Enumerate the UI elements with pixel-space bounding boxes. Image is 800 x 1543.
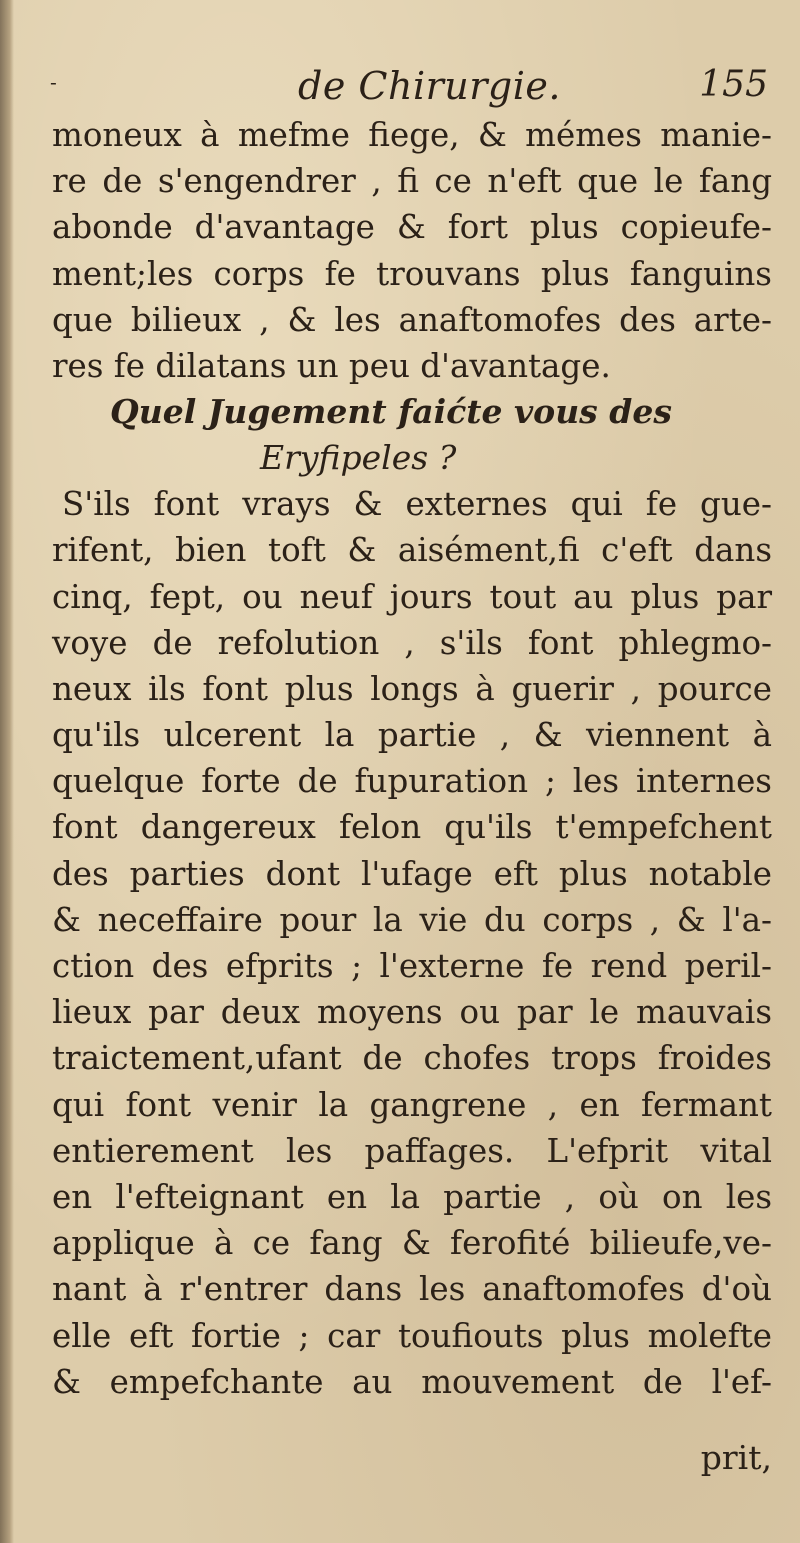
text-line: entierement les paffages. L'efprit vital	[52, 1131, 772, 1170]
section-heading: Quel Jugement faićte vous des	[110, 392, 672, 432]
text-line: moneux à mefme fiege, & mémes manie-	[52, 116, 772, 154]
header-mark: -	[50, 70, 57, 94]
text-line: ction des efprits ; l'externe fe rend peril-	[52, 947, 772, 985]
text-line: & empefchante au mouvement de l'ef-	[52, 1362, 772, 1401]
text-line: qui font venir la gangrene , en fermant	[52, 1085, 772, 1124]
text-line: lieux par deux moyens ou par le mauvais	[52, 993, 772, 1032]
text-line: voye de refolution , s'ils font phlegmo-	[52, 623, 772, 662]
text-line: quelque forte de fupuration ; les internes	[52, 762, 772, 801]
text-line: elle eft fortie ; car toufiouts plus molefte	[52, 1316, 772, 1355]
text-line: traictement,ufant de chofes trops froides	[52, 1039, 772, 1078]
text-line: res fe dilatans un peu d'avantage.	[52, 346, 611, 385]
text-line: qu'ils ulcerent la partie , & viennent à	[52, 716, 772, 755]
page-body	[52, 112, 772, 1405]
text-line: ment;les corps fe trouvans plus fanguins	[52, 254, 772, 293]
page-gutter-shadow	[0, 0, 14, 1543]
page-header	[40, 64, 770, 114]
section-heading-cont: Eryfipeles ?	[260, 438, 457, 478]
text-line: abonde d'avantage & fort plus copieufe-	[52, 208, 772, 247]
text-line: en l'efteignant en la partie , où on les	[52, 1177, 772, 1216]
running-title: de Chirurgie.	[298, 64, 561, 108]
text-line: que bilieux , & les anaftomofes des arte-	[52, 300, 772, 339]
text-line: applique à ce fang & ferofité bilieufe,ve-	[52, 1224, 772, 1263]
text-line: re de s'engendrer , fi ce n'eft que le fang	[52, 162, 772, 201]
text-line: neux ils font plus longs à guerir , pource	[52, 669, 772, 708]
text-line: font dangereux felon qu'ils t'empefchent	[52, 808, 772, 847]
page-number: 155	[699, 64, 768, 105]
catchword: prit,	[700, 1438, 772, 1477]
text-line: rifent, bien toft & aisément,fi c'eft dans	[52, 531, 772, 570]
text-line: nant à r'entrer dans les anaftomofes d'où	[52, 1270, 772, 1309]
text-line: & neceffaire pour la vie du corps , & l'a-	[52, 900, 772, 939]
text-line: des parties dont l'ufage eft plus notable	[52, 854, 772, 893]
text-line: S'ils font vrays & externes qui fe gue-	[62, 485, 772, 524]
text-line: cinq, fept, ou neuf jours tout au plus par	[52, 577, 772, 616]
